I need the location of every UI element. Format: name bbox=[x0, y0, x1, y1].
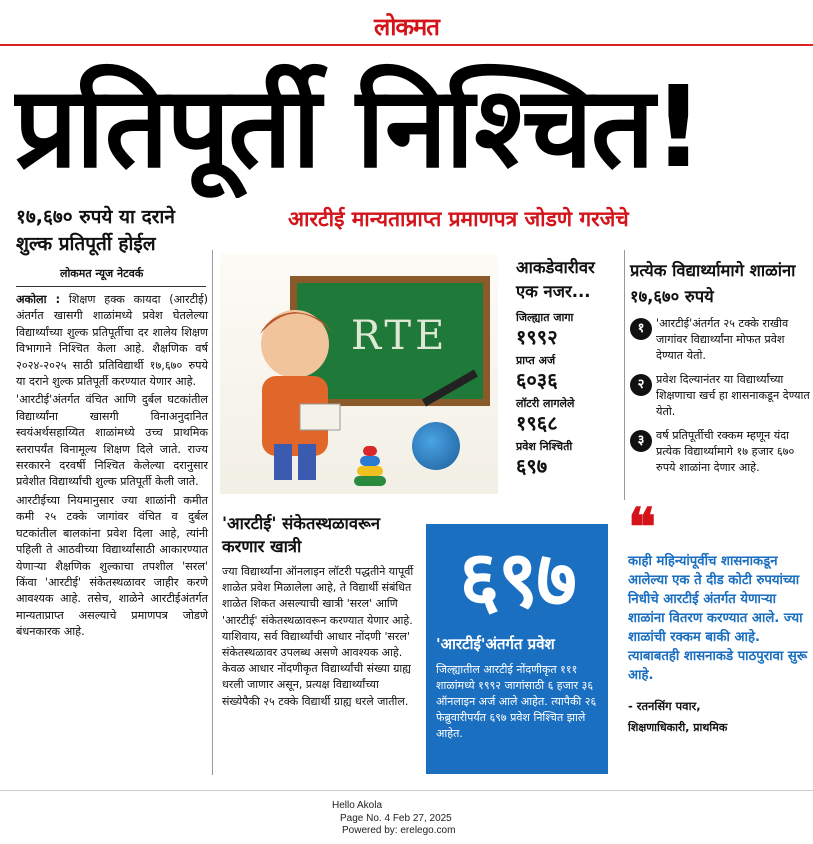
paragraph-3: आरटीईच्या नियमानुसार ज्या शाळांनी कमीत कमी २५ टक्के जागांवर वंचित व दुर्बल घटकांतील बालकांना प्रवेश दिला आहे, त्यांनी पहिली ते आठवीच्या विद्यार्थ्यांसाठी आकारण्यात येणाऱ्या शैक्षणिक शुल्काचा तपशील 'सरल' किंवा 'आरटीई' संकेतस्थळावर जाहीर करणे आवश्यक आहे. तसेच, शाळेने आरटीईअंतर्गत मान्यताप्राप्त असल्याचे प्रमाणपत्र जोडणे बंधनकारक आहे. bbox=[16, 493, 208, 639]
paragraph-1: शिक्षण हक्क कायदा (आरटीई) अंतर्गत खासगी शाळांमध्ये प्रवेश घेतलेल्या विद्यार्थ्यांच्या शुल्क प्रतिपूर्तीचा दर शालेय शिक्षण विभागाने निश्चित केला आहे. शैक्षणिक वर्ष २०२४-२०२५ साठी प्रतिविद्यार्थी १७,६७० रुपये या दराने शुल्क प्रतिपूर्ती करण्यात येणार आहे. bbox=[16, 293, 209, 389]
subhead-red: आरटीई मान्यताप्राप्त प्रमाणपत्र जोडणे गरजेचे bbox=[288, 207, 629, 231]
stat-value: १९६८ bbox=[516, 411, 558, 435]
quote-text: काही महिन्यांपूर्वीच शासनाकडून आलेल्या एक ते दीड कोटी रुपयांच्या निधीचे आरटीई अंतर्गत येणाऱ्या शाळांना वितरण करण्यात आले. ज्या शाळांची रक्कम बाकी आहे. त्याबाबतही शासनाकडे पाठपुरावा सुरू आहे. bbox=[628, 554, 808, 683]
stats-box bbox=[516, 256, 618, 478]
headline: प्रतिपूर्ती निश्चित! bbox=[14, 63, 702, 193]
big-number: ६९७ bbox=[459, 535, 575, 625]
divider bbox=[0, 790, 813, 791]
rte-photo bbox=[220, 254, 498, 494]
highlight-text: जिल्ह्यातील आरटीई नोंदणीकृत १११ शाळांमध्ये १९९२ जागांसाठी ६ हजार ३६ ऑनलाइन अर्ज आले आहेत. त्यापैकी २६ फेब्रुवारीपर्यंत ६९७ प्रवेश निश्चित झाले आहेत. bbox=[436, 663, 597, 740]
key-points bbox=[630, 258, 810, 484]
number-badge: १ bbox=[630, 318, 652, 340]
section-title: 'आरटीई' संकेतस्थळावरून करणार खात्री bbox=[222, 514, 380, 556]
quote-role: शिक्षणाधिकारी, प्राथमिक bbox=[628, 721, 728, 734]
board-text: RTE bbox=[351, 313, 449, 359]
stat-value: १९९२ bbox=[516, 325, 558, 349]
stacking-rings-toy bbox=[350, 430, 390, 488]
article-column-1 bbox=[16, 292, 208, 643]
byline: लोकमत न्यूज नेटवर्क bbox=[60, 267, 144, 280]
stat-label: जिल्ह्यात जागा bbox=[516, 311, 574, 324]
paragraph-2: 'आरटीई'अंतर्गत वंचित आणि दुर्बल घटकांतील विद्यार्थ्यांना खासगी विनाअनुदानित स्वयंअर्थसहाय्यित शाळांमध्ये उच्च प्राथमिक स्तरापर्यंत विनामूल्य शिक्षण दिले जाते. राज्य सरकारने दरवर्षी निश्चित केलेल्या दरानुसार प्रवेशीत विद्यार्थ्यांची शुल्क प्रतिपूर्ती केली जाते. bbox=[16, 393, 208, 489]
child-figure bbox=[240, 294, 350, 484]
quote-author: - रतनसिंग पवार, bbox=[628, 699, 701, 713]
stat-value: ६०३६ bbox=[516, 368, 558, 392]
footer-powered-by[interactable]: Powered by: erelego.com bbox=[342, 825, 456, 836]
key-point-text: प्रवेश दिल्यानंतर या विद्यार्थ्यांच्या शिक्षणाचा खर्च हा शासनाकडून देण्यात येतो. bbox=[656, 373, 810, 418]
subhead-left: १७,६७० रुपये या दराने शुल्क प्रतिपूर्ती होईल bbox=[16, 206, 175, 255]
quote-mark-icon: ❝ bbox=[628, 497, 656, 558]
divider bbox=[16, 286, 206, 287]
dateline: अकोला : bbox=[16, 293, 61, 306]
stat-label: लॉटरी लागलेले bbox=[516, 397, 575, 410]
key-point-text: 'आरटीई'अंतर्गत २५ टक्के राखीव जागांवर विद्यार्थ्यांना मोफत प्रवेश देण्यात येतो. bbox=[656, 317, 789, 362]
quote-box bbox=[628, 497, 808, 735]
column-divider bbox=[624, 250, 625, 500]
stat-value: ६९७ bbox=[516, 454, 548, 478]
lokmat-logo: लोकमत bbox=[374, 12, 439, 41]
number-badge: २ bbox=[630, 374, 652, 396]
stats-title: आकडेवारीवर एक नजर... bbox=[516, 258, 595, 301]
key-point bbox=[630, 428, 810, 476]
highlight-title: 'आरटीई'अंतर्गत प्रवेश bbox=[436, 635, 555, 653]
footer-edition: Hello Akola bbox=[332, 800, 383, 811]
stat-label: प्रवेश निश्चिती bbox=[516, 440, 573, 453]
section-body: ज्या विद्यार्थ्यांना ऑनलाइन लॉटरी पद्धतीने यापूर्वी शाळेत प्रवेश मिळालेला आहे, ते विद्यार्थी संबंधित शाळेत शिकत असल्याची खात्री 'सरल' आणि 'आरटीई' संकेतस्थळावरून करण्यात येणार आहे. याशिवाय, सर्व विद्यार्थ्यांची आधार नोंदणी 'सरल' संकेतस्थळावर उपलब्ध असणे आवश्यक आहे. केवळ आधार नोंदणीकृत विद्यार्थ्यांची संख्या ग्राह्य धरली जाणार असून, प्रत्यक्ष विद्यार्थ्यांच्या संख्येपैकी २५ टक्के विद्यार्थी ग्राह्य धरले जातील. bbox=[222, 565, 414, 708]
key-point-text: वर्ष प्रतिपूर्तीची रक्कम म्हणून यंदा प्रत्येक विद्यार्थ्यामागे १७ हजार ६७० रुपये शाळांना देणार आहे. bbox=[656, 429, 795, 474]
number-badge: ३ bbox=[630, 430, 652, 452]
column-divider bbox=[212, 250, 213, 775]
key-point bbox=[630, 372, 810, 420]
footer-page-date: Page No. 4 Feb 27, 2025 bbox=[340, 812, 452, 824]
globe bbox=[412, 422, 460, 470]
key-point bbox=[630, 316, 810, 364]
key-points-title: प्रत्येक विद्यार्थ्यामागे शाळांना १७,६७० रुपये bbox=[630, 261, 796, 306]
highlight-box bbox=[426, 524, 608, 774]
masthead bbox=[0, 0, 813, 46]
stat-label: प्राप्त अर्ज bbox=[516, 354, 556, 367]
footer bbox=[330, 800, 490, 838]
